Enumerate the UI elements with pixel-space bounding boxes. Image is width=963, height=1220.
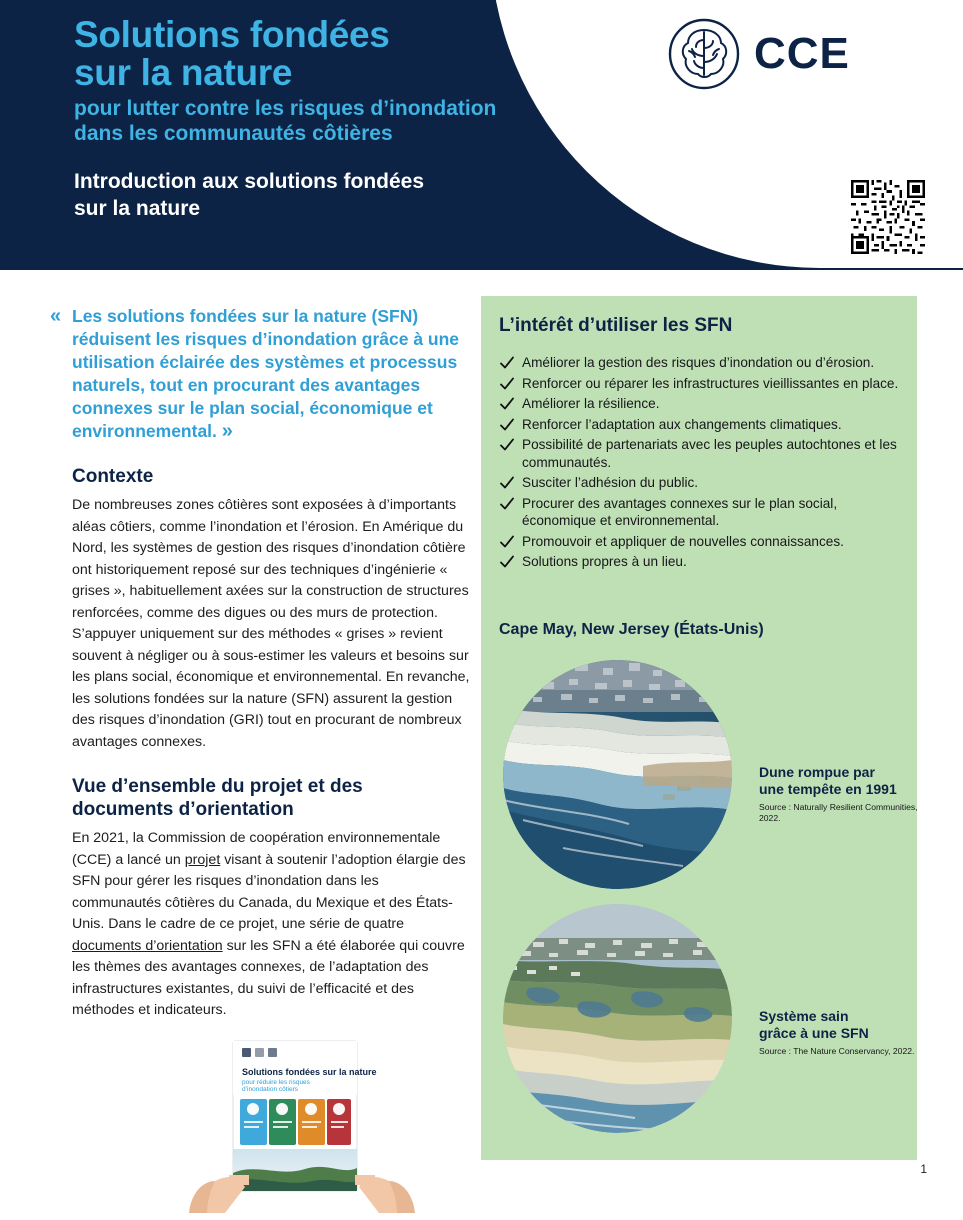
check-icon xyxy=(499,437,515,453)
qr-code-icon[interactable] xyxy=(851,180,925,254)
section-heading-projet-line2: documents d’orientation xyxy=(72,799,294,820)
list-item-label: Renforcer l’adaptation aux changements climatiques. xyxy=(522,416,842,432)
document-title-line2: sur la nature xyxy=(74,52,293,93)
photo-caption-1 xyxy=(759,764,939,824)
check-icon xyxy=(499,496,515,512)
section-body-contexte: De nombreuses zones côtières sont exposées à d’importants aléas côtiers, comme l’inondation et l’érosion. En Amérique du Nord, les systèmes de gestion des risques d’inondation côtière ont historiquement reposé sur des techniques d’ingénierie « grises », habituellement axées sur la construction de structures renforcées, comme des digues ou des murs de protection. S’appuyer uniquement sur des méthodes « grises » revient souvent à négliger ou à sous-estimer les valeurs et besoins sur les plans social, économique et environnemental. En revanche, les solutions fondées sur la nature (SFN) assurent la gestion des risques d’inondation (GRI) tout en procurant de nombreux avantages connexes. xyxy=(72,497,470,750)
title-block xyxy=(74,16,694,222)
brain-circle-icon xyxy=(668,18,740,90)
list-item xyxy=(499,436,903,471)
document-section-title-line2: sur la nature xyxy=(74,197,201,220)
photo-caption-2-line1: Système sain xyxy=(759,1008,849,1024)
list-item-label: Améliorer la résilience. xyxy=(522,396,660,411)
cce-logo xyxy=(668,18,850,90)
photo-caption-1-title xyxy=(759,764,939,798)
document-section-title xyxy=(74,168,694,222)
document-title-line1: Solutions fondées xyxy=(74,14,390,55)
list-item xyxy=(499,553,903,571)
check-icon xyxy=(499,534,515,550)
section-body-projet-part3: sur les SFN a été élaborée qui couvre les thèmes des avantages connexes, de l’adaptation des infrastructures existantes, du suivi de l’efficacité et des méthodes et indicateurs. xyxy=(72,937,465,1018)
list-item xyxy=(499,354,903,372)
section-heading-contexte: Contexte xyxy=(72,466,154,487)
photo-caption-2-source: Source : The Nature Conservancy, 2022. xyxy=(759,1046,915,1056)
list-item xyxy=(499,533,903,551)
list-item-label: Susciter l’adhésion du public. xyxy=(522,475,699,490)
list-item-label: Possibilité de partenariats avec les peuples autochtones et les communautés. xyxy=(522,437,897,470)
aerial-coast-photo-healthy-system xyxy=(503,904,732,1133)
list-item-label: Procurer des avantages connexes sur le plan social, économique et environnemental. xyxy=(522,495,838,528)
benefits-panel-title: L’intérêt d’utiliser les SFN xyxy=(499,315,733,336)
section-body-projet xyxy=(72,828,470,1022)
list-item xyxy=(499,495,903,530)
photo-caption-2-line2: grâce à une SFN xyxy=(759,1025,869,1041)
section-heading-projet xyxy=(72,775,470,821)
check-icon xyxy=(499,396,515,412)
document-subtitle-line1: pour lutter contre les risques d’inondation xyxy=(74,97,497,120)
list-item-label: Solutions propres à un lieu. xyxy=(522,554,687,569)
project-link[interactable]: projet xyxy=(184,851,221,868)
list-item-label: Renforcer ou réparer les infrastructures vieillissantes en place. xyxy=(522,375,899,391)
photo-caption-2 xyxy=(759,1008,939,1057)
photo-caption-2-title xyxy=(759,1008,939,1042)
left-column xyxy=(50,305,470,1093)
list-item-label: Améliorer la gestion des risques d’inondation ou d’érosion. xyxy=(522,355,875,370)
document-title xyxy=(74,16,694,92)
case-study-title: Cape May, New Jersey (États-Unis) xyxy=(499,621,764,638)
check-icon xyxy=(499,417,515,433)
list-item-label: Promouvoir et appliquer de nouvelles connaissances. xyxy=(522,533,844,549)
photo-caption-1-source: Source : Naturally Resilient Communities, 2022. xyxy=(759,802,918,823)
brochure-photo xyxy=(185,1035,420,1215)
check-icon xyxy=(499,554,515,570)
page-header xyxy=(0,0,963,270)
page-number: 1 xyxy=(920,1162,927,1176)
svg-text:d’inondation côtiers: d’inondation côtiers xyxy=(242,1086,299,1093)
check-icon xyxy=(499,355,515,371)
cce-logo-text: CCE xyxy=(754,29,850,78)
photo-caption-1-line1: Dune rompue par xyxy=(759,764,875,780)
svg-text:pour réduire les risques: pour réduire les risques xyxy=(242,1079,310,1086)
photo-caption-1-line2: une tempête en 1991 xyxy=(759,781,897,797)
check-icon xyxy=(499,475,515,491)
check-icon xyxy=(499,376,515,392)
list-item xyxy=(499,474,903,492)
pull-quote-text: Les solutions fondées sur la nature (SFN) réduisent les risques d’inondation grâce à une utilisation éclairée des systèmes et processus naturels, tout en procurant des avantages connexes sur le plan social, économique et environnemental. xyxy=(72,306,460,441)
document-section-title-line1: Introduction aux solutions fondées xyxy=(74,170,425,193)
section-body-projet-part2: visant à soutenir l’adoption élargie des SFN pour gérer les risques d’inondation dans les communautés côtières du Canada, du Mexique et des États-Unis. Dans le cadre de ce projet, une série de quatre xyxy=(72,851,466,932)
section-heading-projet-line1: Vue d’ensemble du projet et des xyxy=(72,776,363,797)
list-item xyxy=(499,395,903,413)
list-item xyxy=(499,416,903,434)
svg-text:Solutions fondées sur la natur: Solutions fondées sur la nature xyxy=(242,1067,377,1077)
guidance-documents-link[interactable]: documents d’orientation xyxy=(72,937,223,954)
benefits-panel xyxy=(481,296,917,1160)
pull-quote xyxy=(50,305,470,443)
quote-close-mark: » xyxy=(221,420,233,442)
aerial-coast-photo-breached-dune xyxy=(503,660,732,889)
quote-open-mark: « xyxy=(50,305,62,327)
document-subtitle-line2: dans les communautés côtières xyxy=(74,122,393,145)
list-item xyxy=(499,375,903,393)
section-body-projet-part1: En 2021, la Commission de coopération environnementale (CCE) a lancé un xyxy=(72,830,441,868)
document-subtitle xyxy=(74,96,694,146)
benefits-list xyxy=(499,354,903,574)
